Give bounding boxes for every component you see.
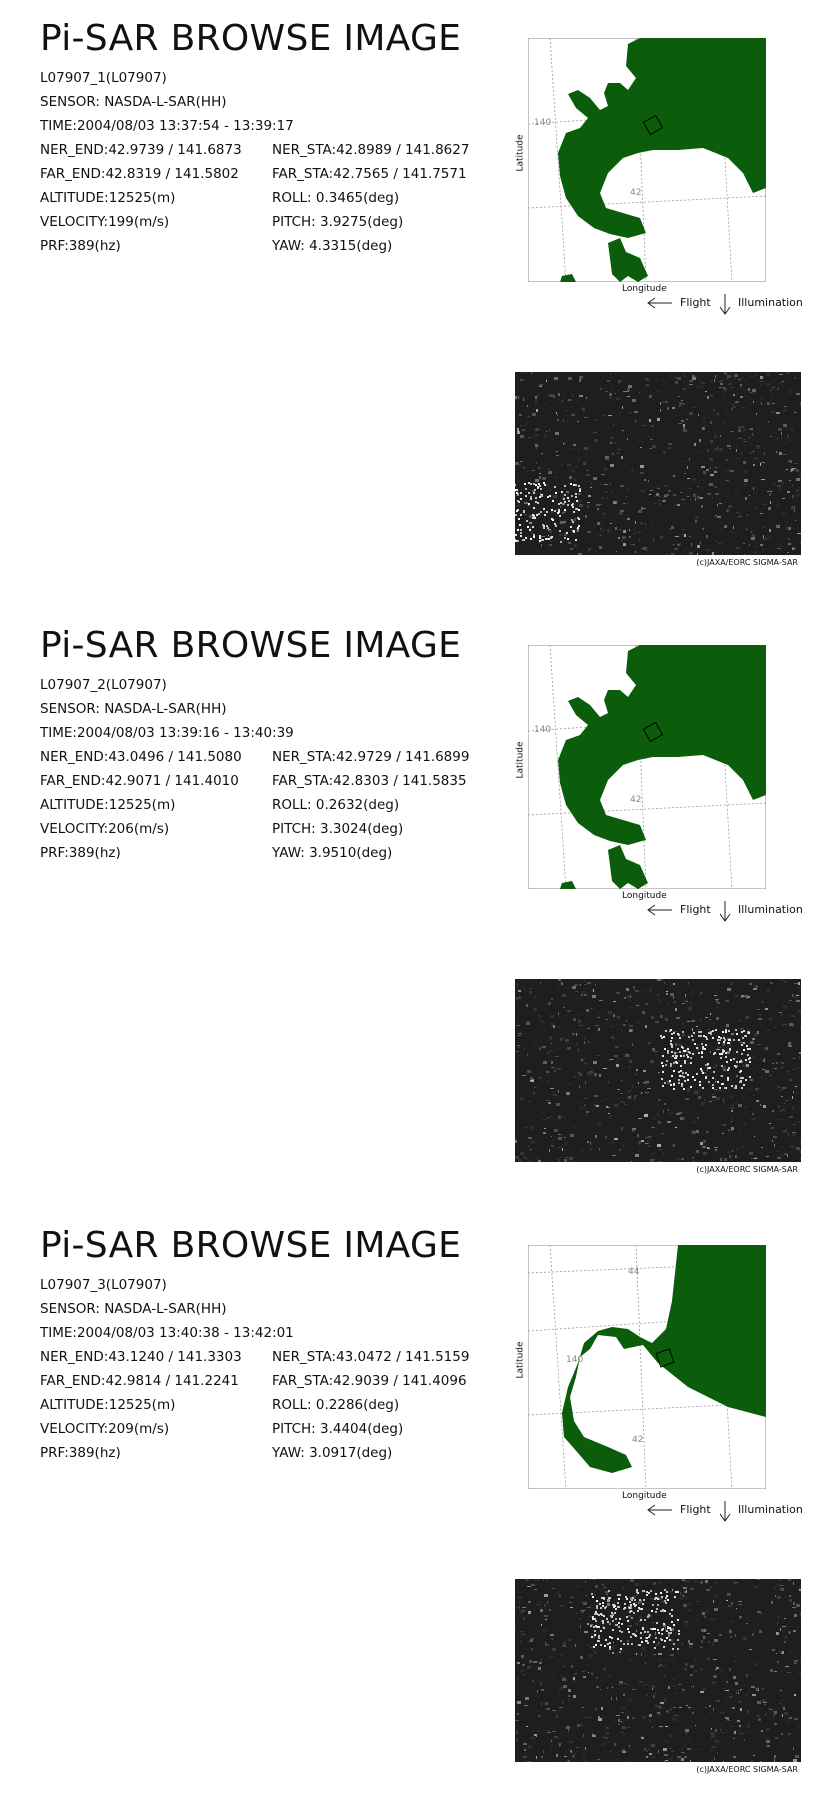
sensor-text: SENSOR: NASDA-L-SAR(HH) bbox=[40, 94, 227, 110]
map-lon-tick: 140 bbox=[534, 118, 552, 128]
sar-browse-image bbox=[515, 1579, 801, 1762]
sensor-text: SENSOR: NASDA-L-SAR(HH) bbox=[40, 701, 227, 717]
roll-text: ROLL: 0.2632(deg) bbox=[272, 797, 400, 813]
velocity-text: VELOCITY:209(m/s) bbox=[40, 1421, 170, 1437]
copyright-text: (c)JAXA/EORC SIGMA-SAR bbox=[696, 1165, 798, 1174]
browse-record bbox=[0, 1207, 822, 1807]
time-text: TIME:2004/08/03 13:40:38 - 13:42:01 bbox=[40, 1325, 294, 1341]
flight-arrow-icon bbox=[646, 1503, 674, 1517]
direction-legend bbox=[646, 1499, 803, 1523]
flight-label: Flight bbox=[680, 1503, 711, 1516]
map-lat-tick: 42 bbox=[630, 795, 642, 805]
altitude-text: ALTITUDE:12525(m) bbox=[40, 1397, 176, 1413]
ner-end-text: NER_END:42.9739 / 141.6873 bbox=[40, 142, 242, 158]
record-title: Pi-SAR BROWSE IMAGE bbox=[40, 18, 462, 59]
map-lon-tick: 140 bbox=[566, 1355, 584, 1365]
illumination-label: Illumination bbox=[738, 296, 803, 309]
prf-text: PRF:389(hz) bbox=[40, 238, 121, 254]
sensor-text: SENSOR: NASDA-L-SAR(HH) bbox=[40, 1301, 227, 1317]
far-sta-text: FAR_STA:42.9039 / 141.4096 bbox=[272, 1373, 467, 1389]
yaw-text: YAW: 3.9510(deg) bbox=[272, 845, 393, 861]
copyright-text: (c)JAXA/EORC SIGMA-SAR bbox=[696, 1765, 798, 1774]
direction-legend bbox=[646, 899, 803, 923]
location-map bbox=[515, 1245, 766, 1501]
pitch-text: PITCH: 3.9275(deg) bbox=[272, 214, 404, 230]
roll-text: ROLL: 0.3465(deg) bbox=[272, 190, 400, 206]
pitch-text: PITCH: 3.3024(deg) bbox=[272, 821, 404, 837]
sar-browse-image bbox=[515, 979, 801, 1162]
velocity-text: VELOCITY:199(m/s) bbox=[40, 214, 170, 230]
ner-sta-text: NER_STA:42.9729 / 141.6899 bbox=[272, 749, 470, 765]
far-end-text: FAR_END:42.8319 / 141.5802 bbox=[40, 166, 239, 182]
ner-end-text: NER_END:43.1240 / 141.3303 bbox=[40, 1349, 242, 1365]
browse-record bbox=[0, 0, 822, 600]
far-sta-text: FAR_STA:42.8303 / 141.5835 bbox=[272, 773, 467, 789]
sar-browse-image bbox=[515, 372, 801, 555]
pitch-text: PITCH: 3.4404(deg) bbox=[272, 1421, 404, 1437]
ner-end-text: NER_END:43.0496 / 141.5080 bbox=[40, 749, 242, 765]
map-lon-tick: 140 bbox=[534, 725, 552, 735]
map-longitude-label: Longitude bbox=[622, 284, 667, 294]
map-latitude-label: Latitude bbox=[515, 741, 526, 779]
yaw-text: YAW: 3.0917(deg) bbox=[272, 1445, 393, 1461]
far-end-text: FAR_END:42.9071 / 141.4010 bbox=[40, 773, 239, 789]
flight-label: Flight bbox=[680, 903, 711, 916]
map-lat-tick-2: 44 bbox=[628, 1267, 640, 1277]
prf-text: PRF:389(hz) bbox=[40, 845, 121, 861]
flight-arrow-icon bbox=[646, 903, 674, 917]
ner-sta-text: NER_STA:43.0472 / 141.5159 bbox=[272, 1349, 470, 1365]
prf-text: PRF:389(hz) bbox=[40, 1445, 121, 1461]
map-longitude-label: Longitude bbox=[622, 1491, 667, 1501]
map-lat-tick: 42 bbox=[632, 1435, 644, 1445]
map-longitude-label: Longitude bbox=[622, 891, 667, 901]
time-text: TIME:2004/08/03 13:37:54 - 13:39:17 bbox=[40, 118, 294, 134]
time-text: TIME:2004/08/03 13:39:16 - 13:40:39 bbox=[40, 725, 294, 741]
browse-record bbox=[0, 607, 822, 1207]
copyright-text: (c)JAXA/EORC SIGMA-SAR bbox=[696, 558, 798, 567]
illumination-arrow-icon bbox=[718, 1499, 732, 1523]
record-title: Pi-SAR BROWSE IMAGE bbox=[40, 625, 462, 666]
scene-id-text: L07907_2(L07907) bbox=[40, 677, 167, 693]
location-map bbox=[515, 38, 766, 294]
map-lat-tick: 42 bbox=[630, 188, 642, 198]
scene-id-text: L07907_1(L07907) bbox=[40, 70, 167, 86]
location-map bbox=[515, 645, 766, 901]
map-latitude-label: Latitude bbox=[515, 1341, 526, 1379]
yaw-text: YAW: 4.3315(deg) bbox=[272, 238, 393, 254]
velocity-text: VELOCITY:206(m/s) bbox=[40, 821, 170, 837]
illumination-label: Illumination bbox=[738, 1503, 803, 1516]
map-latitude-label: Latitude bbox=[515, 134, 526, 172]
scene-id-text: L07907_3(L07907) bbox=[40, 1277, 167, 1293]
direction-legend bbox=[646, 292, 803, 316]
illumination-arrow-icon bbox=[718, 292, 732, 316]
altitude-text: ALTITUDE:12525(m) bbox=[40, 190, 176, 206]
illumination-arrow-icon bbox=[718, 899, 732, 923]
illumination-label: Illumination bbox=[738, 903, 803, 916]
flight-arrow-icon bbox=[646, 296, 674, 310]
far-end-text: FAR_END:42.9814 / 141.2241 bbox=[40, 1373, 239, 1389]
altitude-text: ALTITUDE:12525(m) bbox=[40, 797, 176, 813]
ner-sta-text: NER_STA:42.8989 / 141.8627 bbox=[272, 142, 470, 158]
roll-text: ROLL: 0.2286(deg) bbox=[272, 1397, 400, 1413]
record-title: Pi-SAR BROWSE IMAGE bbox=[40, 1225, 462, 1266]
far-sta-text: FAR_STA:42.7565 / 141.7571 bbox=[272, 166, 467, 182]
flight-label: Flight bbox=[680, 296, 711, 309]
